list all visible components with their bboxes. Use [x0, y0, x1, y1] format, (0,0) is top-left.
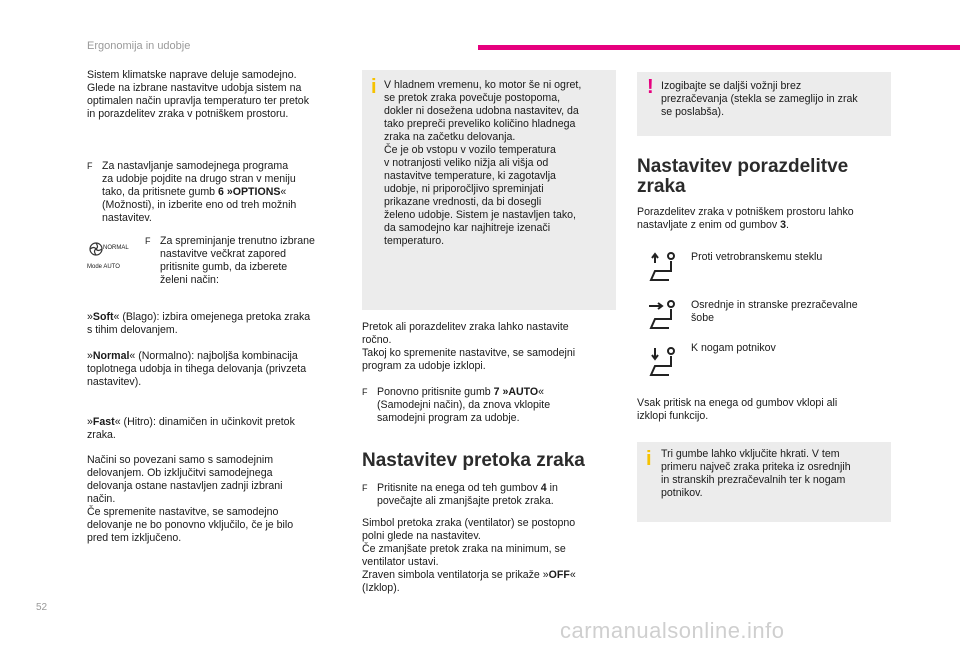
step-bullet-icon: F: [145, 236, 151, 246]
mode-normal: [87, 350, 357, 389]
text-line: Vsak pritisk na enega od gumbov vklopi ali: [637, 397, 838, 409]
button-ref: 7 »AUTO: [493, 386, 539, 398]
info-icon: i: [646, 448, 652, 470]
step-bullet-icon: F: [362, 483, 368, 493]
text-line: nastavitev).: [87, 376, 142, 388]
step-fan: [362, 482, 616, 508]
text-line: Tri gumbe lahko vključite hkrati. V tem: [661, 448, 840, 460]
step-mode-change: [145, 235, 355, 287]
text-span: « (Normalno): najboljša kombinacija: [129, 350, 298, 362]
text-span: Zraven simbola ventilatorja se prikaže »: [362, 569, 549, 581]
mode-auto-icon: [87, 240, 129, 276]
heading-airflow: Nastavitev pretoka zraka: [362, 450, 585, 471]
step-bullet-icon: F: [87, 161, 93, 171]
text-line: v notranjosti veliko nižja ali višja od: [384, 157, 549, 169]
col1-intro: [87, 69, 357, 121]
text-line: pritisnite gumb, da izberete: [160, 261, 288, 273]
text-line: se pretok zraka povečuje postopoma,: [384, 92, 561, 104]
modes-note: [87, 454, 357, 545]
mode-name: Fast: [92, 416, 115, 428]
text-line: Če je ob vstopu v vozilo temperatura: [384, 144, 556, 156]
text-span: in: [546, 482, 558, 494]
text-line: zraka.: [87, 429, 116, 441]
text-line: Izogibajte se daljši vožnji brez: [661, 80, 802, 92]
text-line: Glede na izbrane nastavitve udobja sistem na: [87, 82, 302, 94]
text-line: Sistem klimatske naprave deluje samodejno.: [87, 69, 297, 81]
text-line: šobe: [691, 312, 714, 324]
text-span: «: [569, 569, 576, 581]
text-line: ročno.: [362, 334, 392, 346]
heading-distribution: [637, 157, 891, 197]
fan-text: [362, 517, 616, 595]
text-line: polni glede na nastavitev.: [362, 530, 481, 542]
manual-text: [362, 321, 616, 373]
text-line: in porazdelitev zraka v potniškem prostoru.: [87, 108, 289, 120]
distribution-intro: [637, 206, 891, 232]
text-span: « (Hitro): dinamičen in učinkovit pretok: [114, 416, 295, 428]
windscreen-airflow-icon: [645, 249, 681, 285]
text-span: .: [786, 219, 789, 231]
center-vents-airflow-icon: [645, 297, 681, 333]
text-span: Pritisnite na enega od teh gumbov: [377, 482, 541, 494]
text-line: nastavitve temperature, ki zagotavlja: [384, 170, 556, 182]
dist-item-vents: [691, 299, 891, 325]
tip-note: [637, 442, 891, 522]
text-line: potnikov.: [661, 487, 703, 499]
text-line: da samodejno kar najhitreje izenači: [384, 222, 551, 234]
text-line: prikazane vrednosti, da bi dosegli: [384, 196, 542, 208]
text-line: Če zmanjšate pretok zraka na minimum, se: [362, 543, 566, 555]
press-note: [637, 397, 891, 423]
text-line: Pretok ali porazdelitev zraka lahko nastavite: [362, 321, 569, 333]
text-line: Za nastavljanje samodejnega programa: [102, 160, 289, 172]
mode-auto-label: Mode AUTO: [87, 264, 120, 270]
text-line: dokler ni dosežena udobna nastavitev, da: [384, 105, 579, 117]
button-ref: 3: [780, 219, 786, 231]
off-label: OFF: [548, 569, 570, 581]
text-line: Proti vetrobranskemu steklu: [691, 251, 823, 263]
watermark: carmanualsonline.info: [560, 618, 785, 643]
text-span: »: [87, 350, 93, 362]
text-span: nastavljate z enim od gumbov: [637, 219, 781, 231]
text-span: «: [538, 386, 545, 398]
text-line: V hladnem vremenu, ko motor še ni ogret,: [384, 79, 582, 91]
text-line: K nogam potnikov: [691, 342, 776, 354]
text-line: nastavitve večkrat zapored: [160, 248, 287, 260]
text-line: prezračevanja (stekla se zameglijo in zrak: [661, 93, 858, 105]
text-line: za udobje pojdite na drugo stran v meniju: [102, 173, 296, 185]
text-line: Če spremenite nastavitve, se samodejno: [87, 506, 279, 518]
text-span: «: [280, 186, 287, 198]
page-number: 52: [36, 602, 48, 613]
text-line: izklopi funkcijo.: [637, 410, 709, 422]
button-ref: 4: [540, 482, 547, 494]
text-line: Načini so povezani samo s samodejnim: [87, 454, 274, 466]
text-line: nastavitev.: [102, 212, 152, 224]
text-line: primeru največ zraka priteka iz osrednjih: [661, 461, 851, 473]
text-line: program za udobje izklopi.: [362, 360, 486, 372]
text-line: Za spreminjanje trenutno izbrane: [160, 235, 315, 247]
text-line: tako prepreči preveliko količino hladnega: [384, 118, 576, 130]
text-line: ventilator ustavi.: [362, 556, 439, 568]
text-line: (Samodejni način), da znova vklopite: [377, 399, 551, 411]
text-span: »: [87, 311, 93, 323]
dist-item-windscreen: [691, 251, 891, 264]
text-line: optimalen način upravlja temperaturo ter pretok: [87, 95, 309, 107]
mode-normal-label: NORMAL: [103, 245, 129, 251]
text-line: delovanje ne bo ponovno vključilo, če je bilo: [87, 519, 294, 531]
step-options: [87, 160, 357, 225]
text-line: Simbol pretoka zraka (ventilator) se postopno: [362, 517, 576, 529]
heading-line: zraka: [637, 176, 686, 197]
step-bullet-icon: F: [362, 387, 368, 397]
text-line: toplotnega udobja in tihega delovanja (privzeta: [87, 363, 307, 375]
text-line: (Možnosti), in izberite eno od treh možnih: [102, 199, 297, 211]
text-line: način.: [87, 493, 116, 505]
text-line: pred tem izključeno.: [87, 532, 182, 544]
mode-soft: [87, 311, 357, 337]
warning-note: [637, 72, 891, 136]
info-icon: i: [371, 76, 377, 98]
button-ref: 6 »OPTIONS: [218, 186, 281, 198]
info-note: [362, 70, 616, 310]
footwell-airflow-icon: [645, 344, 681, 380]
text-line: in stranskih prezračevalnih ter k nogam: [661, 474, 846, 486]
text-line: Osrednje in stranske prezračevalne: [691, 299, 858, 311]
accent-bar: [478, 45, 960, 50]
text-line: povečajte ali zmanjšajte pretok zraka.: [377, 495, 554, 507]
warning-icon: !: [647, 76, 654, 98]
text-span: Ponovno pritisnite gumb: [377, 386, 494, 398]
dist-item-footwell: [691, 342, 891, 355]
mode-name: Soft: [92, 311, 114, 323]
text-line: Porazdelitev zraka v potniškem prostoru lahko: [637, 206, 854, 218]
text-line: udobje, ni priporočljivo spreminjati: [384, 183, 544, 195]
text-line: s tihim delovanjem.: [87, 324, 178, 336]
text-line: temperaturo.: [384, 235, 445, 247]
section-title: Ergonomija in udobje: [87, 40, 191, 52]
mode-name: Normal: [92, 350, 130, 362]
text-line: Takoj ko spremenite nastavitve, se samodejni: [362, 347, 576, 359]
text-line: želeni način:: [160, 274, 219, 286]
text-span: »: [87, 416, 93, 428]
text-line: (Izklop).: [362, 582, 400, 594]
mode-fast: [87, 416, 357, 442]
text-line: delovanjem. Ob izključitvi samodejnega: [87, 467, 273, 479]
text-span: tako, da pritisnete gumb: [102, 186, 219, 198]
heading-line: Nastavitev porazdelitve: [637, 156, 849, 177]
text-line: delovanja ostane nastavljen zadnji izbrani: [87, 480, 283, 492]
text-line: zraka na začetku delovanja.: [384, 131, 516, 143]
text-line: samodejni program za udobje.: [377, 412, 520, 424]
text-span: « (Blago): izbira omejenega pretoka zraka: [113, 311, 311, 323]
step-auto: [362, 386, 616, 425]
text-line: se poslabša).: [661, 106, 725, 118]
text-line: želeno udobje. Sistem je nastavljen tako,: [384, 209, 576, 221]
